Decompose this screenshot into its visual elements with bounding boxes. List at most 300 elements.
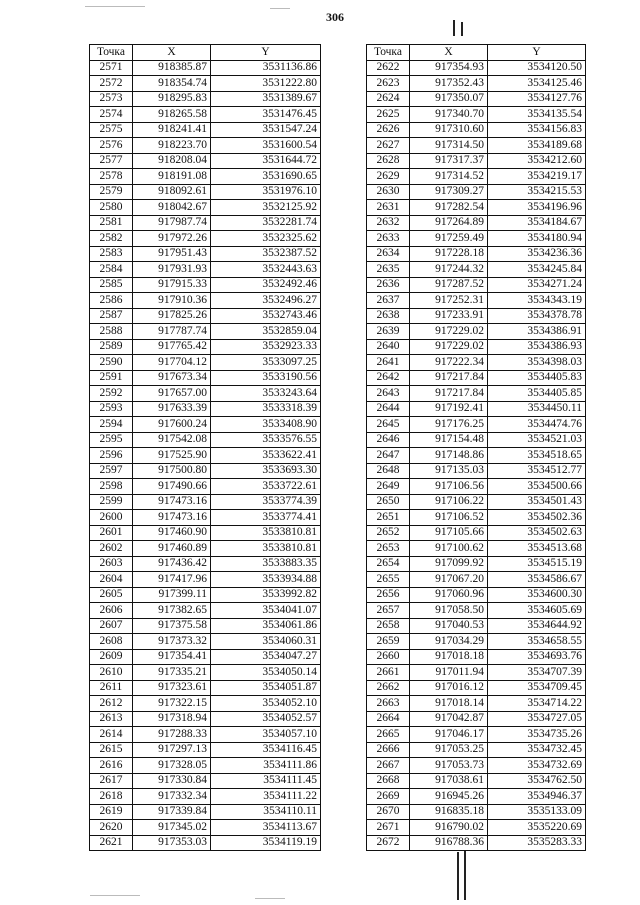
cell-y: 3534521.03 xyxy=(488,432,586,448)
cell-x: 917633.39 xyxy=(133,401,211,417)
cell-y: 3534111.45 xyxy=(211,773,321,789)
cell-y: 3534061.86 xyxy=(211,618,321,634)
cell-y: 3532387.52 xyxy=(211,246,321,262)
table-row xyxy=(90,773,321,789)
cell-y: 3534714.22 xyxy=(488,696,586,712)
cell-point: 2576 xyxy=(90,138,133,154)
coordinates-table-right xyxy=(366,44,586,851)
cell-point: 2584 xyxy=(90,262,133,278)
cell-point: 2666 xyxy=(367,742,410,758)
cell-point: 2650 xyxy=(367,494,410,510)
cell-x: 917287.52 xyxy=(410,277,488,293)
table-row xyxy=(367,742,586,758)
cell-y: 3531690.65 xyxy=(211,169,321,185)
cell-x: 917067.20 xyxy=(410,572,488,588)
cell-x: 917473.16 xyxy=(133,510,211,526)
table-row xyxy=(367,773,586,789)
table-row xyxy=(367,572,586,588)
scan-noise xyxy=(85,6,145,7)
table-row xyxy=(90,742,321,758)
cell-x: 917987.74 xyxy=(133,215,211,231)
cell-y: 3534586.67 xyxy=(488,572,586,588)
table-row xyxy=(90,804,321,820)
cell-y: 3534709.45 xyxy=(488,680,586,696)
table-row xyxy=(90,448,321,464)
cell-y: 3534119.19 xyxy=(211,835,321,851)
cell-x: 917264.89 xyxy=(410,215,488,231)
table-row xyxy=(367,215,586,231)
cell-point: 2661 xyxy=(367,665,410,681)
cell-point: 2595 xyxy=(90,432,133,448)
cell-y: 3534271.24 xyxy=(488,277,586,293)
cell-x: 917259.49 xyxy=(410,231,488,247)
table-row xyxy=(90,215,321,231)
cell-point: 2590 xyxy=(90,355,133,371)
cell-point: 2649 xyxy=(367,479,410,495)
cell-x: 917460.89 xyxy=(133,541,211,557)
cell-x: 917399.11 xyxy=(133,587,211,603)
cell-y: 3534658.55 xyxy=(488,634,586,650)
cell-point: 2653 xyxy=(367,541,410,557)
cell-point: 2577 xyxy=(90,153,133,169)
table-row xyxy=(367,727,586,743)
header-point: Точка xyxy=(90,45,133,61)
cell-x: 917951.43 xyxy=(133,246,211,262)
cell-x: 917288.33 xyxy=(133,727,211,743)
cell-y: 3533810.81 xyxy=(211,541,321,557)
scan-noise xyxy=(255,898,285,899)
table-row xyxy=(90,680,321,696)
cell-point: 2594 xyxy=(90,417,133,433)
cell-y: 3534343.19 xyxy=(488,293,586,309)
cell-y: 3533097.25 xyxy=(211,355,321,371)
table-row xyxy=(367,231,586,247)
cell-y: 3534156.83 xyxy=(488,122,586,138)
table-row xyxy=(90,417,321,433)
cell-y: 3534120.50 xyxy=(488,60,586,76)
table-row xyxy=(367,107,586,123)
table-row xyxy=(90,432,321,448)
cell-point: 2655 xyxy=(367,572,410,588)
cell-point: 2614 xyxy=(90,727,133,743)
scan-mark xyxy=(461,22,463,36)
cell-point: 2625 xyxy=(367,107,410,123)
cell-point: 2629 xyxy=(367,169,410,185)
cell-point: 2642 xyxy=(367,370,410,386)
cell-y: 3534644.92 xyxy=(488,618,586,634)
cell-point: 2662 xyxy=(367,680,410,696)
cell-y: 3534450.11 xyxy=(488,401,586,417)
cell-x: 917106.56 xyxy=(410,479,488,495)
cell-x: 917382.65 xyxy=(133,603,211,619)
cell-point: 2667 xyxy=(367,758,410,774)
cell-x: 917222.34 xyxy=(410,355,488,371)
cell-point: 2652 xyxy=(367,525,410,541)
cell-point: 2600 xyxy=(90,510,133,526)
cell-x: 917787.74 xyxy=(133,324,211,340)
cell-point: 2613 xyxy=(90,711,133,727)
cell-y: 3534405.83 xyxy=(488,370,586,386)
cell-point: 2669 xyxy=(367,789,410,805)
cell-point: 2640 xyxy=(367,339,410,355)
table-row xyxy=(367,308,586,324)
cell-point: 2643 xyxy=(367,386,410,402)
table-row xyxy=(367,556,586,572)
cell-x: 917040.53 xyxy=(410,618,488,634)
cell-y: 3535283.33 xyxy=(488,835,586,851)
cell-y: 3532281.74 xyxy=(211,215,321,231)
cell-point: 2592 xyxy=(90,386,133,402)
table-row xyxy=(367,804,586,820)
cell-x: 917600.24 xyxy=(133,417,211,433)
cell-y: 3535220.69 xyxy=(488,820,586,836)
cell-point: 2628 xyxy=(367,153,410,169)
table-row xyxy=(90,820,321,836)
table-row xyxy=(90,355,321,371)
cell-x: 917352.43 xyxy=(410,76,488,92)
cell-point: 2606 xyxy=(90,603,133,619)
cell-point: 2659 xyxy=(367,634,410,650)
cell-y: 3534727.05 xyxy=(488,711,586,727)
cell-y: 3533243.64 xyxy=(211,386,321,402)
cell-x: 917542.08 xyxy=(133,432,211,448)
cell-x: 917233.91 xyxy=(410,308,488,324)
cell-x: 917460.90 xyxy=(133,525,211,541)
cell-y: 3534735.26 xyxy=(488,727,586,743)
cell-point: 2610 xyxy=(90,665,133,681)
cell-x: 917915.33 xyxy=(133,277,211,293)
cell-x: 917328.05 xyxy=(133,758,211,774)
table-row xyxy=(367,200,586,216)
cell-x: 917011.94 xyxy=(410,665,488,681)
table-row xyxy=(90,711,321,727)
cell-point: 2672 xyxy=(367,835,410,851)
cell-y: 3534600.30 xyxy=(488,587,586,603)
cell-point: 2617 xyxy=(90,773,133,789)
table-row xyxy=(367,494,586,510)
cell-y: 3534050.14 xyxy=(211,665,321,681)
cell-y: 3535133.09 xyxy=(488,804,586,820)
cell-y: 3534500.66 xyxy=(488,479,586,495)
cell-x: 917314.52 xyxy=(410,169,488,185)
table-row xyxy=(367,479,586,495)
table-row xyxy=(90,200,321,216)
cell-point: 2615 xyxy=(90,742,133,758)
cell-y: 3533693.30 xyxy=(211,463,321,479)
cell-point: 2664 xyxy=(367,711,410,727)
table-row xyxy=(367,711,586,727)
table-row xyxy=(367,696,586,712)
cell-point: 2665 xyxy=(367,727,410,743)
cell-y: 3534113.67 xyxy=(211,820,321,836)
cell-x: 916790.02 xyxy=(410,820,488,836)
cell-point: 2586 xyxy=(90,293,133,309)
cell-y: 3534060.31 xyxy=(211,634,321,650)
cell-y: 3532325.62 xyxy=(211,231,321,247)
cell-y: 3533622.41 xyxy=(211,448,321,464)
cell-point: 2574 xyxy=(90,107,133,123)
table-row xyxy=(367,680,586,696)
cell-y: 3533774.41 xyxy=(211,510,321,526)
cell-x: 917318.94 xyxy=(133,711,211,727)
cell-y: 3534762.50 xyxy=(488,773,586,789)
cell-y: 3534110.11 xyxy=(211,804,321,820)
cell-point: 2645 xyxy=(367,417,410,433)
cell-x: 918385.87 xyxy=(133,60,211,76)
table-row xyxy=(367,649,586,665)
cell-x: 917192.41 xyxy=(410,401,488,417)
table-row xyxy=(367,91,586,107)
cell-y: 3534605.69 xyxy=(488,603,586,619)
cell-point: 2591 xyxy=(90,370,133,386)
cell-x: 917297.13 xyxy=(133,742,211,758)
cell-x: 917825.26 xyxy=(133,308,211,324)
cell-y: 3534116.45 xyxy=(211,742,321,758)
table-row xyxy=(90,494,321,510)
cell-point: 2571 xyxy=(90,60,133,76)
cell-x: 916945.26 xyxy=(410,789,488,805)
table-row xyxy=(367,603,586,619)
table-row xyxy=(90,401,321,417)
cell-y: 3534707.39 xyxy=(488,665,586,681)
table-row xyxy=(90,479,321,495)
cell-y: 3534212.60 xyxy=(488,153,586,169)
cell-point: 2587 xyxy=(90,308,133,324)
table-row xyxy=(367,432,586,448)
cell-x: 917353.03 xyxy=(133,835,211,851)
table-row xyxy=(90,665,321,681)
table-row xyxy=(367,525,586,541)
cell-x: 917060.96 xyxy=(410,587,488,603)
table-row xyxy=(367,370,586,386)
cell-point: 2658 xyxy=(367,618,410,634)
cell-y: 3534127.76 xyxy=(488,91,586,107)
cell-y: 3534189.68 xyxy=(488,138,586,154)
table-row xyxy=(90,572,321,588)
cell-x: 917765.42 xyxy=(133,339,211,355)
cell-point: 2603 xyxy=(90,556,133,572)
cell-point: 2602 xyxy=(90,541,133,557)
cell-x: 917350.07 xyxy=(410,91,488,107)
cell-y: 3534057.10 xyxy=(211,727,321,743)
table-row xyxy=(90,107,321,123)
table-row xyxy=(367,153,586,169)
cell-point: 2581 xyxy=(90,215,133,231)
table-row xyxy=(367,665,586,681)
cell-point: 2623 xyxy=(367,76,410,92)
table-row xyxy=(90,789,321,805)
cell-x: 917314.50 xyxy=(410,138,488,154)
cell-y: 3533408.90 xyxy=(211,417,321,433)
cell-point: 2601 xyxy=(90,525,133,541)
cell-point: 2651 xyxy=(367,510,410,526)
table-row xyxy=(90,184,321,200)
cell-y: 3531644.72 xyxy=(211,153,321,169)
cell-point: 2605 xyxy=(90,587,133,603)
cell-x: 918208.04 xyxy=(133,153,211,169)
cell-point: 2572 xyxy=(90,76,133,92)
cell-x: 917375.58 xyxy=(133,618,211,634)
cell-y: 3532492.46 xyxy=(211,277,321,293)
cell-y: 3533722.61 xyxy=(211,479,321,495)
cell-y: 3532743.46 xyxy=(211,308,321,324)
cell-x: 917034.29 xyxy=(410,634,488,650)
cell-point: 2612 xyxy=(90,696,133,712)
cell-y: 3533934.88 xyxy=(211,572,321,588)
table-row xyxy=(367,618,586,634)
table-row xyxy=(367,448,586,464)
cell-x: 917053.73 xyxy=(410,758,488,774)
cell-x: 917354.41 xyxy=(133,649,211,665)
cell-x: 917345.02 xyxy=(133,820,211,836)
cell-x: 917657.00 xyxy=(133,386,211,402)
cell-y: 3534196.96 xyxy=(488,200,586,216)
cell-y: 3534386.93 xyxy=(488,339,586,355)
cell-y: 3534502.36 xyxy=(488,510,586,526)
cell-x: 916788.36 xyxy=(410,835,488,851)
cell-point: 2647 xyxy=(367,448,410,464)
table-row xyxy=(90,138,321,154)
cell-y: 3532125.92 xyxy=(211,200,321,216)
cell-y: 3534219.17 xyxy=(488,169,586,185)
table-row xyxy=(90,727,321,743)
cell-point: 2622 xyxy=(367,60,410,76)
table-row xyxy=(367,293,586,309)
cell-x: 917330.84 xyxy=(133,773,211,789)
table-row xyxy=(90,231,321,247)
cell-y: 3534732.69 xyxy=(488,758,586,774)
cell-x: 917053.25 xyxy=(410,742,488,758)
cell-x: 917335.21 xyxy=(133,665,211,681)
scan-mark xyxy=(464,850,466,900)
cell-point: 2597 xyxy=(90,463,133,479)
cell-x: 917176.25 xyxy=(410,417,488,433)
cell-y: 3533576.55 xyxy=(211,432,321,448)
cell-x: 917931.93 xyxy=(133,262,211,278)
cell-x: 917525.90 xyxy=(133,448,211,464)
cell-point: 2636 xyxy=(367,277,410,293)
cell-y: 3532443.63 xyxy=(211,262,321,278)
header-y: Y xyxy=(488,45,586,61)
cell-point: 2631 xyxy=(367,200,410,216)
cell-point: 2616 xyxy=(90,758,133,774)
scan-mark xyxy=(453,20,455,36)
cell-y: 3534135.54 xyxy=(488,107,586,123)
cell-point: 2619 xyxy=(90,804,133,820)
cell-x: 917309.27 xyxy=(410,184,488,200)
header-x: X xyxy=(133,45,211,61)
table-row xyxy=(90,587,321,603)
table-row xyxy=(90,370,321,386)
table-row xyxy=(90,262,321,278)
cell-point: 2588 xyxy=(90,324,133,340)
table-header-row xyxy=(90,45,321,61)
table-row xyxy=(90,169,321,185)
cell-point: 2641 xyxy=(367,355,410,371)
cell-point: 2596 xyxy=(90,448,133,464)
table-row xyxy=(367,820,586,836)
cell-x: 917099.92 xyxy=(410,556,488,572)
cell-y: 3534405.85 xyxy=(488,386,586,402)
cell-point: 2634 xyxy=(367,246,410,262)
cell-point: 2639 xyxy=(367,324,410,340)
cell-point: 2607 xyxy=(90,618,133,634)
table-row xyxy=(367,386,586,402)
cell-y: 3534041.07 xyxy=(211,603,321,619)
table-row xyxy=(367,789,586,805)
cell-y: 3534378.78 xyxy=(488,308,586,324)
cell-x: 917229.02 xyxy=(410,324,488,340)
cell-x: 916835.18 xyxy=(410,804,488,820)
cell-y: 3534474.76 xyxy=(488,417,586,433)
cell-y: 3534502.63 xyxy=(488,525,586,541)
cell-x: 917217.84 xyxy=(410,370,488,386)
cell-y: 3533190.56 xyxy=(211,370,321,386)
cell-point: 2668 xyxy=(367,773,410,789)
cell-point: 2621 xyxy=(90,835,133,851)
table-row xyxy=(90,91,321,107)
table-row xyxy=(90,649,321,665)
table-row xyxy=(367,138,586,154)
cell-x: 917046.17 xyxy=(410,727,488,743)
cell-x: 917490.66 xyxy=(133,479,211,495)
cell-y: 3533318.39 xyxy=(211,401,321,417)
cell-y: 3534215.53 xyxy=(488,184,586,200)
cell-y: 3533774.39 xyxy=(211,494,321,510)
table-row xyxy=(90,246,321,262)
cell-y: 3534386.91 xyxy=(488,324,586,340)
cell-point: 2624 xyxy=(367,91,410,107)
table-row xyxy=(367,122,586,138)
table-row xyxy=(367,463,586,479)
cell-x: 917018.18 xyxy=(410,649,488,665)
table-row xyxy=(367,262,586,278)
cell-point: 2583 xyxy=(90,246,133,262)
cell-x: 918241.41 xyxy=(133,122,211,138)
cell-x: 917058.50 xyxy=(410,603,488,619)
cell-x: 918191.08 xyxy=(133,169,211,185)
cell-y: 3534047.27 xyxy=(211,649,321,665)
cell-point: 2638 xyxy=(367,308,410,324)
header-point: Точка xyxy=(367,45,410,61)
table-row xyxy=(367,169,586,185)
table-row xyxy=(90,153,321,169)
cell-y: 3534513.68 xyxy=(488,541,586,557)
cell-point: 2637 xyxy=(367,293,410,309)
page-number: 306 xyxy=(326,10,344,24)
cell-x: 917704.12 xyxy=(133,355,211,371)
cell-y: 3534051.87 xyxy=(211,680,321,696)
scan-noise xyxy=(90,895,140,896)
table-row xyxy=(90,277,321,293)
cell-point: 2593 xyxy=(90,401,133,417)
cell-x: 917436.42 xyxy=(133,556,211,572)
table-row xyxy=(367,835,586,851)
cell-y: 3534111.86 xyxy=(211,758,321,774)
cell-point: 2578 xyxy=(90,169,133,185)
table-row xyxy=(90,556,321,572)
table-row xyxy=(90,835,321,851)
cell-x: 917228.18 xyxy=(410,246,488,262)
table-row xyxy=(367,634,586,650)
cell-x: 917972.26 xyxy=(133,231,211,247)
cell-y: 3534515.19 xyxy=(488,556,586,572)
table-row xyxy=(367,277,586,293)
table-row xyxy=(90,541,321,557)
cell-point: 2648 xyxy=(367,463,410,479)
cell-y: 3531547.24 xyxy=(211,122,321,138)
cell-x: 917106.22 xyxy=(410,494,488,510)
